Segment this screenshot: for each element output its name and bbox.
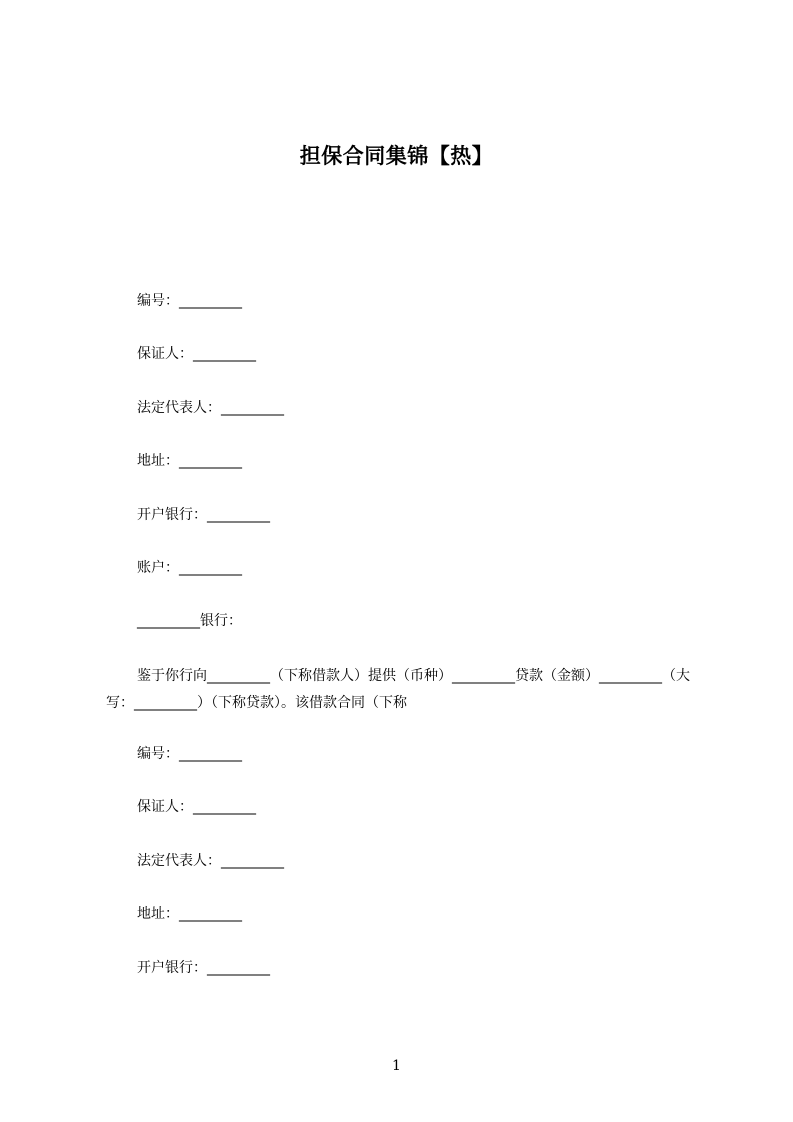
- field-line-number: 编号：_________: [137, 293, 242, 309]
- field-line-bank: 开户银行：_________: [137, 507, 270, 523]
- field-line-guarantor: 保证人：_________: [137, 346, 256, 362]
- loan-paragraph-text: 鉴于你行向_________（下称借款人）提供（币种）_________贷款（金额）_________（大写：_________）（下称贷款）。该借款合同（下称: [106, 668, 690, 711]
- field-line-bank-2: 开户银行：_________: [137, 960, 270, 976]
- field-line-guarantor-2: 保证人：_________: [137, 799, 256, 815]
- field-line-account: 账户：_________: [137, 560, 242, 576]
- field-line-address: 地址：_________: [137, 453, 242, 469]
- document-title: 担保合同集锦【热】: [299, 144, 494, 168]
- loan-paragraph: [106, 663, 706, 717]
- field-line-recipient-bank: _________银行：: [137, 613, 242, 629]
- field-line-legal-representative-2: 法定代表人：_________: [137, 853, 284, 869]
- field-line-legal-representative: 法定代表人：_________: [137, 400, 284, 416]
- page-number: 1: [392, 1058, 401, 1074]
- field-line-number-2: 编号：_________: [137, 746, 242, 762]
- field-line-address-2: 地址：_________: [137, 906, 242, 922]
